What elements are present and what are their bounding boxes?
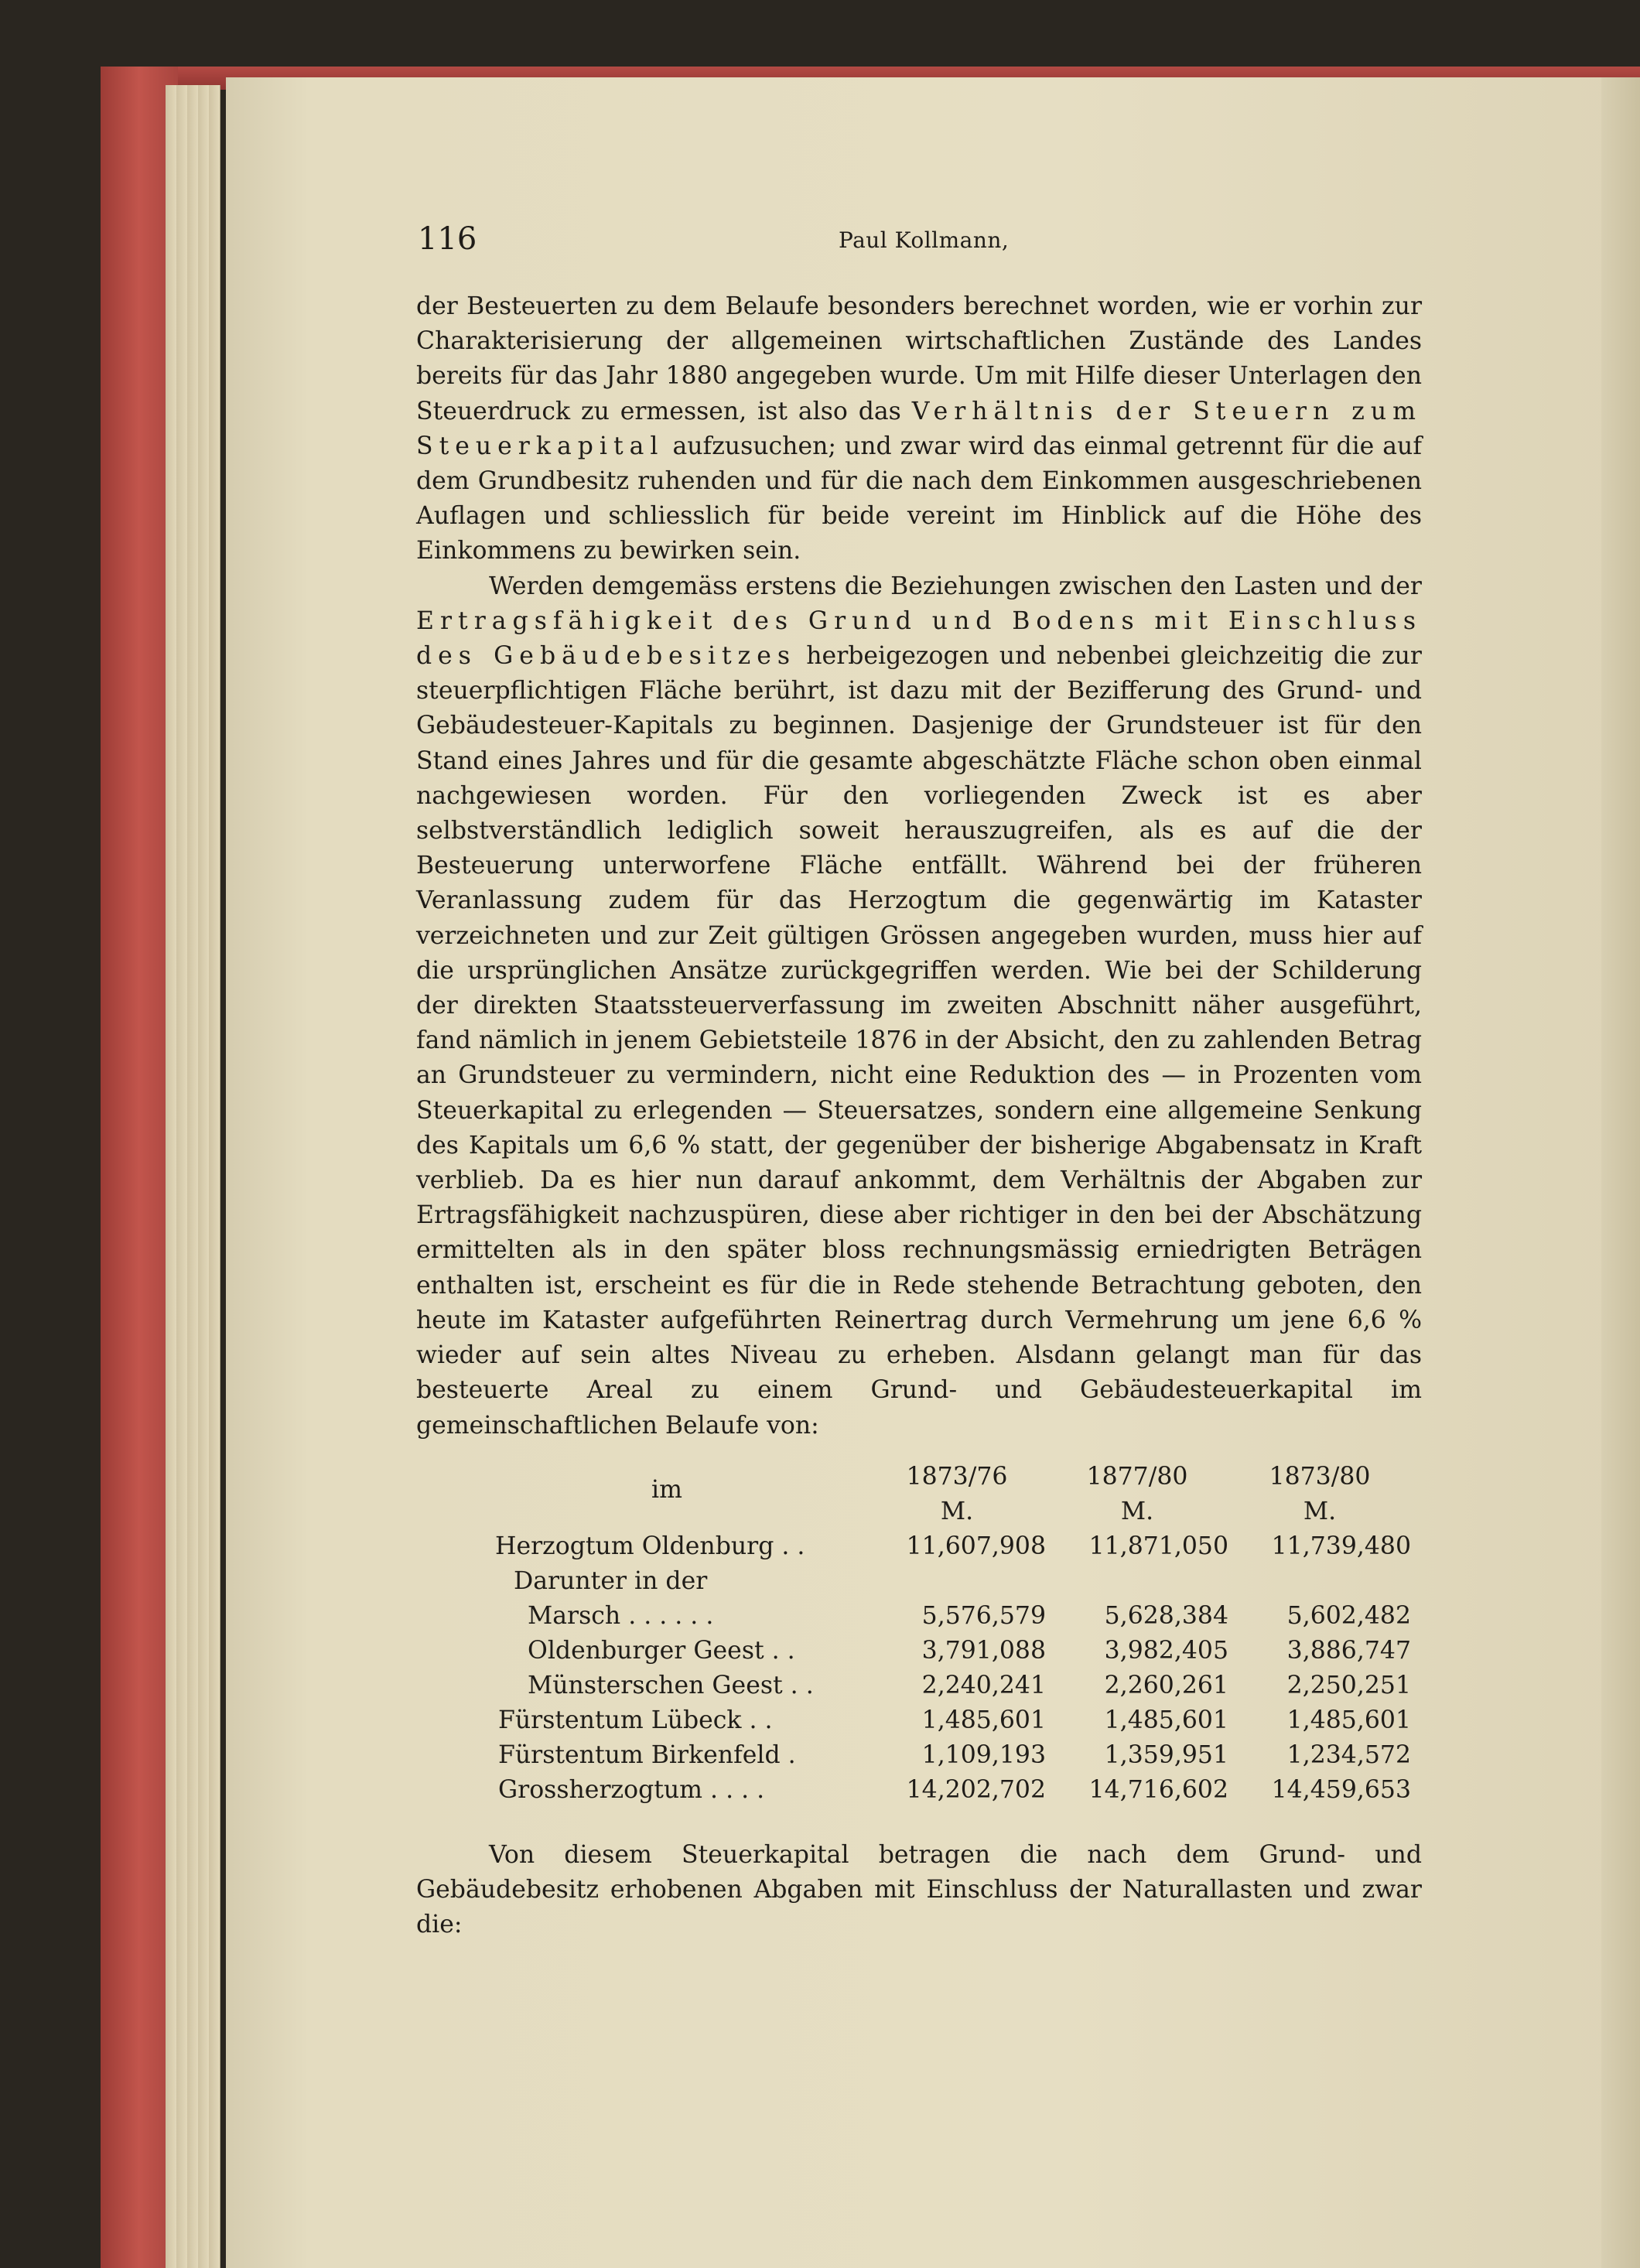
cell-value: 3,982,405 xyxy=(1104,1636,1228,1665)
cell-value: 1,485,601 xyxy=(1104,1706,1228,1734)
cell-value xyxy=(1228,1563,1411,1598)
column-unit: M. xyxy=(1120,1497,1154,1525)
paragraph-2-text-end: herbeigezogen und nebenbei gleichzeitig die zur steuerpflichtigen Fläche berührt, ist dazu mit der Bezifferung des Grund- und Gebäudesteuer-Kapitals zu beginnen. Dasjenige der Grundsteuer ist für den Stand eines Jahres und für die gesamte abgeschätzte Fläche schon oben einmal nachgewiesen worden. Für den vorliegenden Zweck ist es aber selbstverständlich lediglich soweit herauszugreifen, als es auf die der Besteuerung unterworfene Fläche entfällt. Während bei der früheren Veranlassung zudem für das Herzogtum die gegenwärtig im Kataster verzeichneten und zur Zeit gültigen Grössen angegeben wurden, muss hier auf die ursprünglichen Ansätze zurückgegriffen werden. Wie bei der Schilderung der direkten Staatssteuerverfassung im zweiten Abschnitt näher ausgeführt, fand nämlich in jenem Gebietsteile 1876 in der Absicht, den zu zahlenden Betrag an Grundsteuer zu vermindern, nicht eine Reduktion des — in Prozenten vom Steuerkapital zu erlegenden — Steuersatzes, sondern eine allgemeine Senkung des Kapitals um 6,6 % statt, der gegenüber der bisherige Abgabensatz in Kraft verblieb. Da es hier nun darauf ankommt, dem Verhältnis der Abgaben zur Ertragsfähigkeit nachzuspüren, diese aber richtiger in den bei der Abschätzung ermittelten als in den später bloss rechnungsmässig erniedrigten Beträgen enthalten ist, erscheint es für die in Rede stehende Betrachtung geboten, den heute im Kataster aufgeführten Reinertrag durch Vermehrung um jene 6,6 % wieder auf sein altes Niveau zu erheben. Alsdann gelangt man für das besteuerte Areal zu einem Grund- und Gebäudesteuerkapital im gemeinschaftlichen Belaufe von: xyxy=(416,642,1422,1440)
table-row xyxy=(480,1737,1411,1772)
page-right-edge xyxy=(1601,77,1640,2268)
table-row xyxy=(480,1633,1411,1668)
cell-value: 1,109,193 xyxy=(921,1740,1046,1769)
row-label: Darunter in der xyxy=(514,1566,708,1595)
cell-value: 14,202,702 xyxy=(906,1775,1046,1804)
cell-value: 5,628,384 xyxy=(1104,1601,1228,1630)
closing-paragraph xyxy=(416,1838,1422,1943)
page-edge xyxy=(187,85,199,2268)
closing-text: Von diesem Steuerkapital betragen die nach dem Grund- und Gebäudebesitz erhobenen Abgaben mit Einschluss der Naturallasten und zwar die: xyxy=(416,1841,1422,1939)
cell-value: 1,234,572 xyxy=(1286,1740,1411,1769)
row-label: Oldenburger Geest . . xyxy=(528,1636,795,1665)
cell-value: 11,871,050 xyxy=(1088,1532,1228,1560)
cell-value: 3,791,088 xyxy=(921,1636,1046,1665)
table-header-years xyxy=(480,1459,1411,1494)
emphasis-spaced: Verhältnis der Steuern zum Steuerkapital xyxy=(416,397,1422,460)
table-header-units xyxy=(480,1494,1411,1529)
row-label: Marsch . . . . . . xyxy=(528,1601,714,1630)
cell-value xyxy=(868,1563,1046,1598)
cell-value: 11,607,908 xyxy=(906,1532,1046,1560)
table-row xyxy=(480,1703,1411,1737)
paragraph-1 xyxy=(416,289,1422,569)
cell-value: 1,485,601 xyxy=(921,1706,1046,1734)
paragraph-1-text-end: aufzusuchen; und zwar wird das einmal getrennt für die auf dem Grundbesitz ruhenden und für die nach dem Einkommen ausgeschriebenen Auflagen und schliesslich für beide vereint im Hinblick auf die Höhe des Einkommens zu bewirken sein. xyxy=(416,432,1422,565)
emphasis-spaced: Ertragsfähigkeit des Grund und Bodens mit Einschluss des Gebäudebesitzes xyxy=(416,606,1422,671)
cell-value: 14,716,602 xyxy=(1088,1775,1228,1804)
table-row xyxy=(480,1772,1411,1807)
table-row xyxy=(480,1598,1411,1633)
cell-value xyxy=(1046,1563,1228,1598)
column-unit: M. xyxy=(1303,1497,1337,1525)
row-label: Grossherzogtum . . . . xyxy=(498,1775,765,1804)
steuerkapital-table xyxy=(480,1459,1411,1807)
page-edge xyxy=(198,85,210,2268)
cell-value: 1,359,951 xyxy=(1104,1740,1228,1769)
table-row xyxy=(480,1563,1411,1598)
table-row xyxy=(480,1668,1411,1703)
cell-value: 2,240,241 xyxy=(921,1671,1046,1699)
row-label: Münsterschen Geest . . xyxy=(528,1671,814,1699)
cell-value: 14,459,653 xyxy=(1271,1775,1411,1804)
cell-value: 5,602,482 xyxy=(1286,1601,1411,1630)
page-number: 116 xyxy=(418,221,477,257)
table-row xyxy=(480,1529,1411,1563)
table-im-label: im xyxy=(651,1476,682,1504)
row-label: Fürstentum Birkenfeld . xyxy=(498,1740,796,1769)
page-edge xyxy=(209,85,220,2268)
paragraph-1-text: der Besteuerten zu dem Belaufe besonders berechnet worden, wie er vorhin zur Charakterisierung der allgemeinen wirtschaftlichen Zustände des Landes bereits für das Jahr 1880 angegeben wurde. Um mit Hilfe dieser Unterlagen den Steuerdruck zu ermessen, ist also das xyxy=(416,292,1422,425)
cell-value: 1,485,601 xyxy=(1286,1706,1411,1734)
column-year: 1877/80 xyxy=(1086,1462,1188,1491)
paragraph-2-text: Werden demgemäss erstens die Beziehungen zwischen den Lasten und der xyxy=(489,572,1422,600)
cell-value: 11,739,480 xyxy=(1271,1532,1411,1560)
page-edge xyxy=(166,85,177,2268)
cell-value: 2,250,251 xyxy=(1286,1671,1411,1699)
row-label: Fürstentum Lübeck . . xyxy=(498,1706,773,1734)
cell-value: 3,886,747 xyxy=(1286,1636,1411,1665)
column-unit: M. xyxy=(940,1497,974,1525)
paragraph-2 xyxy=(416,569,1422,1443)
page-edge xyxy=(176,85,188,2268)
column-year: 1873/76 xyxy=(906,1462,1008,1491)
cell-value: 2,260,261 xyxy=(1104,1671,1228,1699)
cell-value: 5,576,579 xyxy=(921,1601,1046,1630)
column-year: 1873/80 xyxy=(1269,1462,1371,1491)
running-head: Paul Kollmann, xyxy=(839,227,1010,253)
body-text xyxy=(416,289,1422,1443)
row-label: Herzogtum Oldenburg . . xyxy=(495,1532,805,1560)
